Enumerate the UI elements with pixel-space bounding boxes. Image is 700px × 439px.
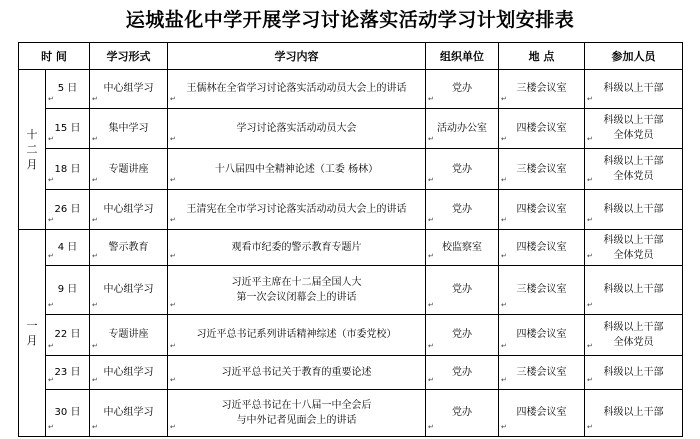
day-text: 22 日 (54, 329, 81, 341)
cell-end-mark: ↵ (48, 341, 54, 350)
place-text: 三楼会议室 (516, 366, 567, 378)
org-cell (426, 189, 499, 230)
attendees-text: 全体党员 (613, 249, 654, 261)
form-cell (90, 230, 168, 265)
cell-end-mark: ↵ (428, 423, 434, 431)
cell-end-mark: ↵ (501, 94, 507, 103)
content-cell (168, 230, 426, 265)
place-text: 四楼会议室 (516, 329, 567, 341)
place-text: 四楼会议室 (516, 204, 567, 216)
cell-end-mark: ↵ (92, 375, 98, 384)
org-cell (426, 389, 499, 436)
cell-end-mark: ↵ (170, 135, 176, 144)
cell-end-mark: ↵ (587, 94, 593, 103)
header-content: 学习内容 (168, 43, 426, 70)
table-row (19, 389, 683, 436)
month-label-char: 月 (26, 334, 38, 348)
day-cell (46, 189, 90, 230)
form-cell (90, 149, 168, 190)
form-cell (90, 314, 168, 355)
cell-end-mark: ↵ (48, 300, 54, 309)
cell-end-mark: ↵ (428, 94, 434, 103)
cell-end-mark: ↵ (48, 175, 54, 184)
content-text: 王清宪在全市学习讨论落实活动动员大会上的讲话 (186, 204, 407, 216)
cell-end-mark: ↵ (170, 175, 176, 184)
day-text: 23 日 (54, 366, 81, 378)
content-text: 习近平总书记系列讲话精神综述（市委党校） (196, 329, 397, 341)
cell-end-mark: ↵ (501, 135, 507, 144)
form-cell (90, 70, 168, 109)
cell-end-mark: ↵ (587, 135, 593, 144)
place-text: 三楼会议室 (516, 83, 567, 95)
form-text: 中心组学习 (103, 204, 154, 216)
attendees-text: 科级以上干部 (603, 234, 664, 246)
content-text: 习近平总书记关于教育的重要论述 (221, 366, 372, 378)
place-cell (499, 189, 585, 230)
cell-end-mark: ↵ (587, 423, 593, 431)
content-text: 观看市纪委的警示教育专题片 (231, 242, 362, 254)
place-cell (499, 355, 585, 389)
content-cell (168, 108, 426, 149)
org-text: 党办 (452, 407, 472, 419)
form-text: 专题讲座 (108, 329, 149, 341)
month-label-char: 十 (26, 128, 38, 142)
content-cell (168, 70, 426, 109)
month-cell (19, 70, 46, 230)
cell-end-mark: ↵ (92, 251, 98, 260)
attendees-text: 科级以上干部 (603, 115, 664, 127)
cell-end-mark: ↵ (48, 135, 54, 144)
cell-end-mark: ↵ (428, 175, 434, 184)
content-cell (168, 149, 426, 190)
attendees-cell (585, 189, 683, 230)
month-label-char: 二 (26, 143, 38, 157)
form-cell (90, 108, 168, 149)
cell-end-mark: ↵ (92, 175, 98, 184)
header-place: 地 点 (499, 43, 585, 70)
cell-end-mark: ↵ (501, 341, 507, 350)
org-cell (426, 149, 499, 190)
cell-end-mark: ↵ (587, 251, 593, 260)
org-cell (426, 314, 499, 355)
cell-end-mark: ↵ (428, 135, 434, 144)
cell-end-mark: ↵ (587, 375, 593, 384)
form-cell (90, 189, 168, 230)
cell-end-mark: ↵ (170, 216, 176, 225)
attendees-text: 科级以上干部 (603, 321, 664, 333)
header-row (19, 43, 683, 70)
org-text: 党办 (452, 163, 472, 175)
day-cell (46, 108, 90, 149)
day-text: 26 日 (54, 204, 81, 216)
cell-end-mark: ↵ (587, 216, 593, 225)
day-cell (46, 389, 90, 436)
org-cell (426, 70, 499, 109)
cell-end-mark: ↵ (92, 423, 98, 431)
org-text: 党办 (452, 366, 472, 378)
month-cell (19, 230, 46, 437)
attendees-text: 科级以上干部 (603, 83, 664, 95)
cell-end-mark: ↵ (501, 375, 507, 384)
content-text: 与中外记者见面会上的讲话 (236, 414, 357, 426)
cell-end-mark: ↵ (48, 423, 54, 431)
form-text: 中心组学习 (103, 284, 154, 296)
cell-end-mark: ↵ (170, 375, 176, 384)
org-cell (426, 108, 499, 149)
schedule-table (18, 42, 683, 437)
cell-end-mark: ↵ (428, 375, 434, 384)
org-cell (426, 265, 499, 314)
cell-end-mark: ↵ (501, 175, 507, 184)
place-cell (499, 230, 585, 265)
org-text: 党办 (452, 83, 472, 95)
cell-end-mark: ↵ (92, 216, 98, 225)
attendees-cell (585, 314, 683, 355)
org-cell (426, 355, 499, 389)
form-text: 中心组学习 (103, 366, 154, 378)
content-text: 王儒林在全省学习讨论落实活动动员大会上的讲话 (186, 83, 407, 95)
cell-end-mark: ↵ (428, 216, 434, 225)
cell-end-mark: ↵ (170, 300, 176, 309)
header-time: 时 间 (19, 43, 90, 70)
org-text: 活动办公室 (437, 122, 487, 134)
org-cell (426, 230, 499, 265)
attendees-text: 科级以上干部 (603, 204, 664, 216)
attendees-text: 全体党员 (613, 171, 654, 182)
cell-end-mark: ↵ (587, 175, 593, 184)
org-text: 校监察室 (442, 242, 482, 254)
cell-end-mark: ↵ (428, 251, 434, 260)
attendees-cell (585, 230, 683, 265)
cell-end-mark: ↵ (170, 94, 176, 103)
day-text: 9 日 (57, 284, 78, 296)
cell-end-mark: ↵ (48, 216, 54, 225)
day-cell (46, 230, 90, 265)
cell-end-mark: ↵ (170, 251, 176, 260)
content-text: 第一次会议闭幕会上的讲话 (236, 291, 357, 303)
attendees-text: 科级以上干部 (603, 407, 664, 419)
place-cell (499, 70, 585, 109)
header-attendees: 参加人员 (585, 43, 683, 70)
cell-end-mark: ↵ (501, 300, 507, 309)
cell-end-mark: ↵ (92, 135, 98, 144)
table-row (19, 265, 683, 314)
org-text: 党办 (452, 284, 472, 296)
content-cell (168, 314, 426, 355)
content-cell (168, 355, 426, 389)
table-row (19, 314, 683, 355)
place-text: 三楼会议室 (516, 284, 567, 296)
attendees-text: 科级以上干部 (603, 366, 664, 378)
table-row (19, 230, 683, 265)
day-cell (46, 355, 90, 389)
form-text: 集中学习 (108, 122, 149, 134)
org-text: 党办 (452, 204, 472, 216)
place-text: 四楼会议室 (516, 242, 567, 254)
org-text: 党办 (452, 329, 472, 341)
form-text: 中心组学习 (103, 407, 154, 419)
table-row (19, 189, 683, 230)
attendees-text: 全体党员 (613, 130, 654, 142)
form-cell (90, 265, 168, 314)
cell-end-mark: ↵ (587, 341, 593, 350)
content-cell (168, 265, 426, 314)
table-row (19, 70, 683, 109)
cell-end-mark: ↵ (92, 341, 98, 350)
place-text: 四楼会议室 (516, 122, 567, 134)
month-label-char: 一 (26, 319, 38, 333)
cell-end-mark: ↵ (48, 94, 54, 103)
cell-end-mark: ↵ (92, 300, 98, 309)
place-cell (499, 389, 585, 436)
cell-end-mark: ↵ (587, 300, 593, 309)
place-text: 三楼会议室 (516, 163, 567, 175)
month-label-char: 月 (26, 158, 38, 172)
cell-end-mark: ↵ (92, 94, 98, 103)
attendees-cell (585, 70, 683, 109)
attendees-text: 科级以上干部 (603, 284, 664, 296)
table-row (19, 355, 683, 389)
day-text: 4 日 (57, 242, 78, 254)
day-text: 30 日 (54, 407, 81, 419)
cell-end-mark: ↵ (501, 251, 507, 260)
place-cell (499, 314, 585, 355)
cell-end-mark: ↵ (170, 423, 176, 431)
day-cell (46, 314, 90, 355)
table-row (19, 149, 683, 190)
form-cell (90, 355, 168, 389)
content-text: 学习讨论落实活动动员大会 (236, 122, 357, 134)
content-cell (168, 389, 426, 436)
table-row (19, 108, 683, 149)
day-text: 5 日 (57, 83, 78, 95)
content-text: 习近平主席在十二届全国人大 (231, 276, 362, 288)
place-cell (499, 265, 585, 314)
attendees-cell (585, 149, 683, 190)
cell-end-mark: ↵ (501, 216, 507, 225)
cell-end-mark: ↵ (428, 341, 434, 350)
attendees-cell (585, 355, 683, 389)
day-cell (46, 265, 90, 314)
content-text: 习近平总书记在十八届一中全会后 (221, 399, 372, 411)
form-text: 警示教育 (108, 242, 149, 254)
form-text: 中心组学习 (103, 83, 154, 95)
cell-end-mark: ↵ (48, 251, 54, 260)
attendees-text: 科级以上干部 (603, 156, 664, 167)
day-cell (46, 70, 90, 109)
cell-end-mark: ↵ (428, 300, 434, 309)
day-text: 15 日 (54, 122, 81, 134)
content-text: 十八届四中全精神论述（工委 杨林） (214, 163, 379, 175)
form-text: 专题讲座 (108, 163, 149, 175)
place-cell (499, 108, 585, 149)
attendees-cell (585, 265, 683, 314)
cell-end-mark: ↵ (501, 423, 507, 431)
attendees-cell (585, 389, 683, 436)
day-cell (46, 149, 90, 190)
day-text: 18 日 (54, 163, 81, 175)
header-org: 组织单位 (426, 43, 499, 70)
document-title: 运城盐化中学开展学习讨论落实活动学习计划安排表 (125, 9, 575, 31)
cell-end-mark: ↵ (170, 341, 176, 350)
content-cell (168, 189, 426, 230)
attendees-cell (585, 108, 683, 149)
header-form: 学习形式 (90, 43, 168, 70)
place-text: 四楼会议室 (516, 407, 567, 419)
place-cell (499, 149, 585, 190)
cell-end-mark: ↵ (48, 375, 54, 384)
attendees-text: 全体党员 (613, 336, 654, 348)
form-cell (90, 389, 168, 436)
